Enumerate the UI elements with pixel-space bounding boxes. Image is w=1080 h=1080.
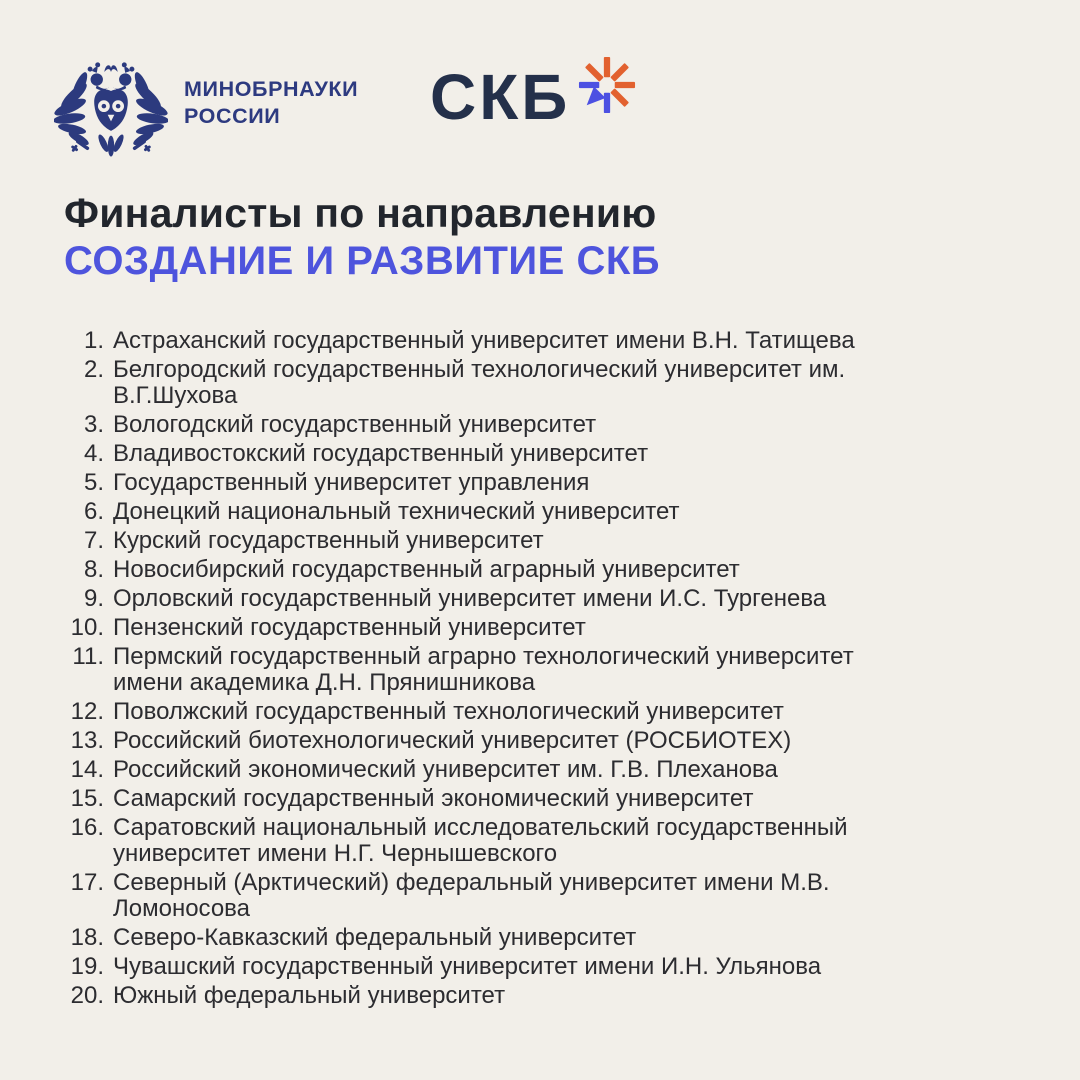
finalists-list <box>58 328 1023 1012</box>
list-item-text <box>113 870 1023 922</box>
list-item-line: Российский экономический университет им. Г.В. Плеханова <box>113 756 778 783</box>
list-item-number: 17. <box>70 869 104 896</box>
list-item-line: Саратовский национальный исследовательский государственный <box>113 814 848 841</box>
list-item <box>58 412 1023 438</box>
list-item-text <box>113 699 1023 725</box>
list-item-text <box>113 499 1023 525</box>
list-item-text <box>113 983 1023 1009</box>
page-subtitle: СОЗДАНИЕ И РАЗВИТИЕ СКБ <box>64 239 661 283</box>
list-item-number: 12. <box>70 698 104 725</box>
list-item-line: Пензенский государственный университет <box>113 614 586 641</box>
list-item-line: университет имени Н.Г. Чернышевского <box>113 840 558 867</box>
list-item <box>58 644 1023 696</box>
skb-asterisk-icon <box>578 56 636 114</box>
list-item-text <box>113 644 1023 696</box>
list-item-line: Государственный университет управления <box>113 469 590 496</box>
list-item-number: 16. <box>70 814 104 841</box>
list-item-number: 8. <box>83 556 104 583</box>
ministry-eagle-emblem-icon <box>54 50 168 168</box>
list-item-number: 11. <box>72 643 104 670</box>
list-item <box>58 615 1023 641</box>
list-item-line: Ломоносова <box>113 895 250 922</box>
list-item <box>58 470 1023 496</box>
list-item-line: Самарский государственный экономический университет <box>113 785 754 812</box>
list-item <box>58 983 1023 1009</box>
list-item-line: Донецкий национальный технический университет <box>113 498 680 525</box>
list-item <box>58 499 1023 525</box>
list-item-text <box>113 728 1023 754</box>
ministry-name-line2: РОССИИ <box>184 104 281 128</box>
list-item-text <box>113 557 1023 583</box>
list-item-number: 9. <box>83 585 104 612</box>
list-item-text <box>113 441 1023 467</box>
list-item-line: Вологодский государственный университет <box>113 411 597 438</box>
list-item-number: 13. <box>70 727 104 754</box>
list-item-text <box>113 925 1023 951</box>
list-item-text <box>113 528 1023 554</box>
list-item <box>58 528 1023 554</box>
list-item-text <box>113 470 1023 496</box>
list-item-line: Поволжский государственный технологический университет <box>113 698 784 725</box>
list-item-line: Пермский государственный аграрно технологический университет <box>113 643 854 670</box>
list-item-line: Владивостокский государственный университет <box>113 440 649 467</box>
list-item-line: Новосибирский государственный аграрный университет <box>113 556 740 583</box>
list-item-number: 1. <box>83 327 104 354</box>
list-item-line: В.Г.Шухова <box>113 382 238 409</box>
list-item-number: 7. <box>83 527 104 554</box>
list-item <box>58 954 1023 980</box>
list-item-text <box>113 357 1023 409</box>
list-item-number: 10. <box>70 614 104 641</box>
list-item-text <box>113 615 1023 641</box>
list-item-number: 5. <box>83 469 104 496</box>
list-item <box>58 728 1023 754</box>
list-item-text <box>113 815 1023 867</box>
list-item-text <box>113 954 1023 980</box>
list-item <box>58 441 1023 467</box>
list-item-number: 14. <box>70 756 104 783</box>
list-item-number: 3. <box>83 411 104 438</box>
ministry-name <box>184 76 358 130</box>
skb-logo-text: СКБ <box>430 61 571 133</box>
list-item-number: 18. <box>70 924 104 951</box>
list-item-number: 15. <box>70 785 104 812</box>
list-item-line: Российский биотехнологический университет (РОСБИОТЕХ) <box>113 727 792 754</box>
list-item-line: Курский государственный университет <box>113 527 544 554</box>
list-item-number: 2. <box>83 356 104 383</box>
list-item <box>58 925 1023 951</box>
list-item-line: имени академика Д.Н. Прянишникова <box>113 669 536 696</box>
list-item <box>58 557 1023 583</box>
list-item-line: Северный (Арктический) федеральный университет имени М.В. <box>113 869 830 896</box>
list-item <box>58 699 1023 725</box>
list-item <box>58 786 1023 812</box>
list-item-line: Южный федеральный университет <box>113 982 506 1009</box>
list-item-line: Астраханский государственный университет имени В.Н. Татищева <box>113 327 855 354</box>
list-item-text <box>113 412 1023 438</box>
list-item <box>58 586 1023 612</box>
list-item-text <box>113 586 1023 612</box>
list-item-number: 4. <box>83 440 104 467</box>
list-item <box>58 815 1023 867</box>
list-item-line: Северо-Кавказский федеральный университет <box>113 924 637 951</box>
page-title: Финалисты по направлению <box>64 190 657 236</box>
list-item-line: Орловский государственный университет имени И.С. Тургенева <box>113 585 827 612</box>
list-item <box>58 870 1023 922</box>
list-item-text <box>113 757 1023 783</box>
list-item <box>58 328 1023 354</box>
list-item-number: 20. <box>70 982 104 1009</box>
list-item-line: Чувашский государственный университет имени И.Н. Ульянова <box>113 953 822 980</box>
list-item-number: 19. <box>70 953 104 980</box>
ministry-name-line1: МИНОБРНАУКИ <box>184 77 359 101</box>
skb-logo <box>430 61 636 133</box>
list-item-text <box>113 786 1023 812</box>
list-item <box>58 357 1023 409</box>
list-item-line: Белгородский государственный технологический университет им. <box>113 356 846 383</box>
list-item-text <box>113 328 1023 354</box>
list-item <box>58 757 1023 783</box>
list-item-number: 6. <box>83 498 104 525</box>
